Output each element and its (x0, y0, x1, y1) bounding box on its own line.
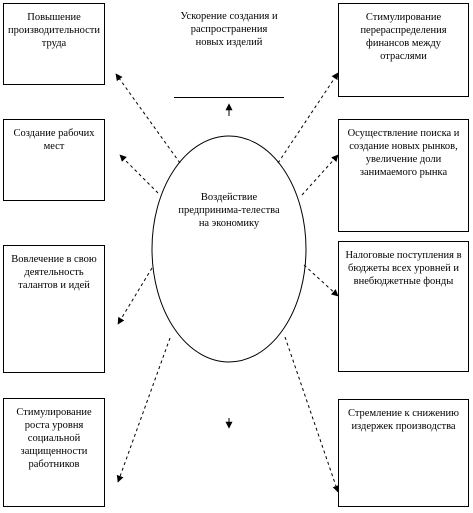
box-bottom-right (338, 399, 469, 507)
box-bottom-left-text: Стимулирование роста уровня социальной защищенности работников (16, 407, 92, 470)
box-lower-mid-left-text: Вовлечение в свою деятельность талантов и идей (11, 254, 97, 291)
arrow-to-bottom-right (285, 337, 338, 492)
box-upper-mid-left-text: Создание рабочих мест (13, 128, 95, 152)
box-lower-mid-right (338, 241, 469, 372)
arrow-to-bottom-left (118, 338, 170, 482)
arrow-to-lower-mid-left (118, 268, 152, 324)
box-upper-mid-right (338, 119, 469, 232)
arrow-to-upper-mid-right (302, 155, 338, 195)
center-label: Воздействие предпринима-телества на экономику (178, 192, 280, 229)
box-lower-mid-right-text: Налоговые поступления в бюджеты всех уровней и внебюджетные фонды (345, 250, 462, 287)
arrow-to-top-left (116, 74, 180, 163)
box-top-left (3, 3, 105, 85)
box-top-center-text: Ускорение создания и распространения новых изделий (180, 11, 278, 48)
arrow-to-upper-mid-left (120, 155, 158, 193)
arrow-to-lower-mid-right (304, 265, 338, 296)
box-upper-mid-left (3, 119, 105, 201)
box-top-center (174, 3, 284, 98)
arrow-to-top-right (278, 73, 338, 163)
box-bottom-right-text: Стремление к снижению издержек производства (347, 408, 460, 432)
center-ellipse (152, 136, 306, 362)
box-top-right-text: Стимулирование перераспределения финансов между отраслями (360, 12, 447, 62)
box-bottom-left (3, 398, 105, 507)
box-top-right (338, 3, 469, 97)
box-upper-mid-right-text: Осуществление поиска и создание новых рынков, увеличение доли занимаемого рынка (347, 128, 460, 178)
box-top-left-text: Повышение производительности труда (8, 12, 100, 49)
box-lower-mid-left (3, 245, 105, 373)
